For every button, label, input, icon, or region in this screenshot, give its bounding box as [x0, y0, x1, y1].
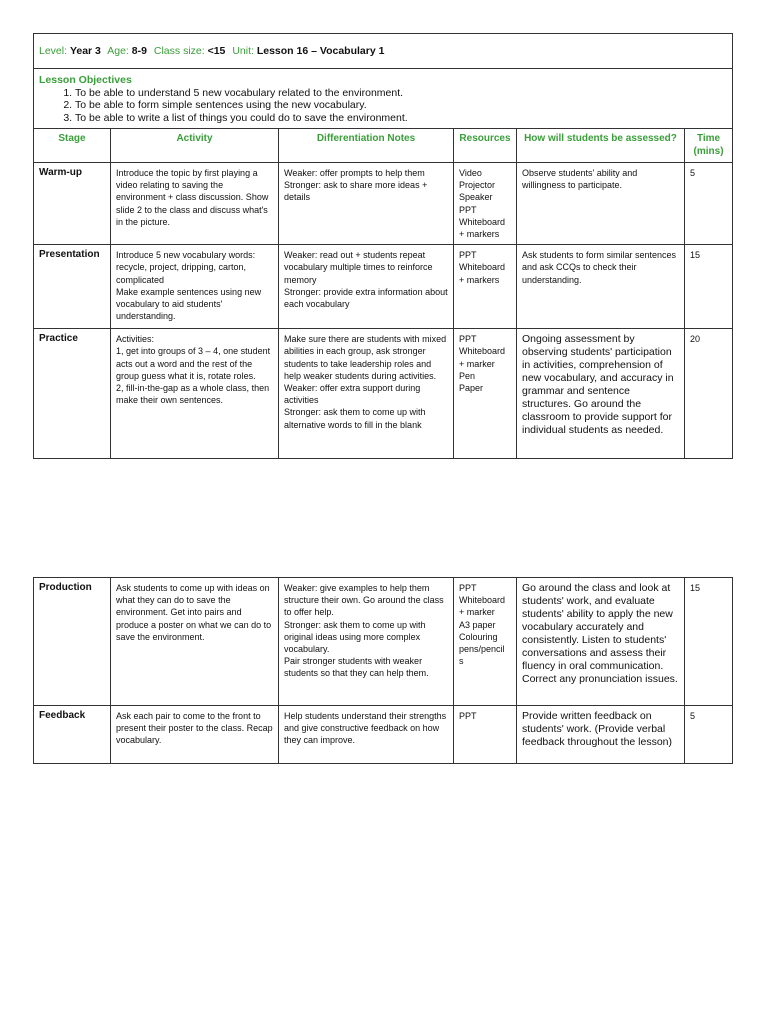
col-header-activity: Activity [111, 129, 279, 163]
resources-cell [454, 163, 517, 245]
resource-item: pens/pencil [459, 644, 505, 655]
activity-text: Introduce 5 new vocabulary words: recycle, project, dripping, carton, complicated [116, 250, 256, 285]
assessment-cell: Ongoing assessment by observing students' participation in activities, comprehension of new vocabulary, and accuracy in grammar and sentence structures. Go around the classroom to provide support for individual students as needed. [517, 329, 685, 459]
stage-name: Warm-up [34, 163, 111, 245]
activity-text: 2, fill-in-the-gap as a whole class, then make their own sentences. [116, 383, 270, 406]
resource-item: Video [459, 168, 482, 178]
lesson-info [34, 34, 733, 69]
age-label: Age: [107, 44, 129, 57]
lesson-rows [34, 163, 733, 459]
resource-item: Colouring [459, 631, 498, 642]
resource-item: Paper [459, 383, 484, 394]
differentiation-text: Weaker: offer extra support during activities [284, 383, 421, 406]
assessment-cell: Observe students' ability and willingness to participate. [517, 163, 685, 245]
activity-cell [111, 706, 279, 764]
objective-item: 3. To be able to write a list of things you could do to save the environment. [75, 112, 727, 125]
class-size-value: <15 [207, 44, 226, 57]
activity-text: Activities: [116, 334, 155, 345]
stage-row [34, 578, 733, 706]
resource-item: PPT [459, 583, 477, 593]
col-header-time: Time (mins) [685, 129, 733, 163]
differentiation-text: Make sure there are students with mixed abilities in each group, ask stronger students to take leadership roles and help weaker students during activities. [284, 334, 447, 381]
resource-item: PPT [459, 250, 477, 261]
resource-item: + marker [459, 358, 495, 369]
activity-text: Introduce the topic by first playing a video relating to saving the environment + class discussion. Show slide 2 to the class and discuss what's in the picture. [116, 168, 269, 227]
resource-item: Speaker [459, 192, 493, 203]
column-header-row [34, 129, 733, 163]
resource-item: s [459, 656, 464, 667]
resource-item: Whiteboard [459, 262, 506, 273]
class-size-label: Class size: [153, 44, 205, 57]
resources-cell [454, 245, 517, 329]
age-value: 8-9 [131, 44, 147, 57]
stage-name: Feedback [34, 706, 111, 764]
resource-item: Whiteboard [459, 346, 506, 357]
unit-value: Lesson 16 – Vocabulary 1 [256, 44, 385, 57]
activity-text: 1, get into groups of 3 – 4, one student acts out a word and the rest of the group guess what it is, rotate roles. [116, 346, 271, 381]
lesson-info-row [34, 34, 733, 69]
differentiation-cell [279, 706, 454, 764]
stage-name: Practice [34, 329, 111, 459]
activity-cell [111, 245, 279, 329]
assessment-cell: Provide written feedback on students' work. (Provide verbal feedback throughout the lesson) [517, 706, 685, 764]
unit-label: Unit: [232, 44, 254, 57]
activity-cell [111, 578, 279, 706]
stage-name: Production [34, 578, 111, 706]
differentiation-text: Stronger: provide extra information about each vocabulary [284, 286, 448, 310]
objectives-list [39, 87, 727, 125]
resource-item: + markers [459, 274, 500, 285]
time-cell: 15 [685, 245, 733, 329]
objective-item: 2. To be able to form simple sentences using the new vocabulary. [75, 99, 727, 112]
time-cell: 5 [685, 163, 733, 245]
activity-cell [111, 163, 279, 245]
col-header-differentiation: Differentiation Notes [279, 129, 454, 163]
objectives-row [34, 69, 733, 129]
resource-item: Projector [459, 180, 496, 191]
col-header-stage: Stage [34, 129, 111, 163]
col-header-assessment: How will students be assessed? [517, 129, 685, 163]
resources-cell [454, 329, 517, 459]
assessment-cell: Go around the class and look at students' work, and evaluate students' ability to apply the new vocabulary accurately and consistently. Listen to students' conversations and assess their fluency in oral communication. Correct any pronunciation issues. [517, 578, 685, 706]
resources-cell [454, 706, 517, 764]
objectives-cell [34, 69, 733, 129]
time-cell: 5 [685, 706, 733, 764]
stage-row [34, 329, 733, 459]
differentiation-cell [279, 163, 454, 245]
differentiation-text: Weaker: offer prompts to help them [284, 168, 425, 178]
time-cell: 20 [685, 329, 733, 459]
activity-text: Ask each pair to come to the front to present their poster to the class. Recap vocabulary. [116, 711, 273, 746]
differentiation-text: Weaker: read out + students repeat vocabulary multiple times to reinforce memory [284, 250, 433, 285]
differentiation-text: Weaker: give examples to help them structure their own. Go around the class to offer help. [284, 583, 444, 618]
differentiation-text: Stronger: ask to share more ideas + details [284, 180, 428, 203]
lesson-plan-table-page-1 [33, 33, 733, 459]
resource-item: A3 paper [459, 619, 496, 630]
col-header-resources: Resources [454, 129, 517, 163]
activity-text: Ask students to come up with ideas on what they can do to save the environment. Get into pairs and produce a poster on what we can do to save the environment. [116, 583, 272, 642]
stage-name: Presentation [34, 245, 111, 329]
lesson-rows-continued [34, 578, 733, 764]
resource-item: Whiteboard [459, 216, 506, 227]
time-cell: 15 [685, 578, 733, 706]
resource-item: PPT [459, 334, 477, 345]
stage-row [34, 706, 733, 764]
resource-item: + markers [459, 229, 500, 240]
level-label: Level: [39, 44, 68, 57]
differentiation-cell [279, 578, 454, 706]
differentiation-text: Stronger: ask them to come up with alternative words to fill in the blank [284, 407, 426, 430]
differentiation-cell [279, 329, 454, 459]
resource-item: PPT [459, 711, 477, 721]
resource-item: + marker [459, 607, 495, 618]
resources-cell [454, 578, 517, 706]
activity-cell [111, 329, 279, 459]
stage-row [34, 245, 733, 329]
differentiation-text: Help students understand their strengths and give constructive feedback on how they can improve. [284, 711, 447, 746]
differentiation-text: Pair stronger students with weaker students so that they can help them. [284, 656, 429, 679]
objective-item: 1. To be able to understand 5 new vocabulary related to the environment. [75, 87, 727, 100]
objectives-title: Lesson Objectives [39, 74, 132, 86]
resource-item: PPT [459, 204, 477, 215]
assessment-cell: Ask students to form similar sentences and ask CCQs to check their understanding. [517, 245, 685, 329]
differentiation-cell [279, 245, 454, 329]
lesson-plan-table-page-2 [33, 577, 733, 764]
differentiation-text: Stronger: ask them to come up with original ideas using more complex vocabulary. [284, 619, 426, 655]
activity-text: Make example sentences using new vocabulary to aid students' understanding. [116, 286, 262, 322]
stage-row [34, 163, 733, 245]
resource-item: Whiteboard [459, 595, 506, 606]
resource-item: Pen [459, 370, 476, 381]
level-value: Year 3 [69, 44, 101, 57]
